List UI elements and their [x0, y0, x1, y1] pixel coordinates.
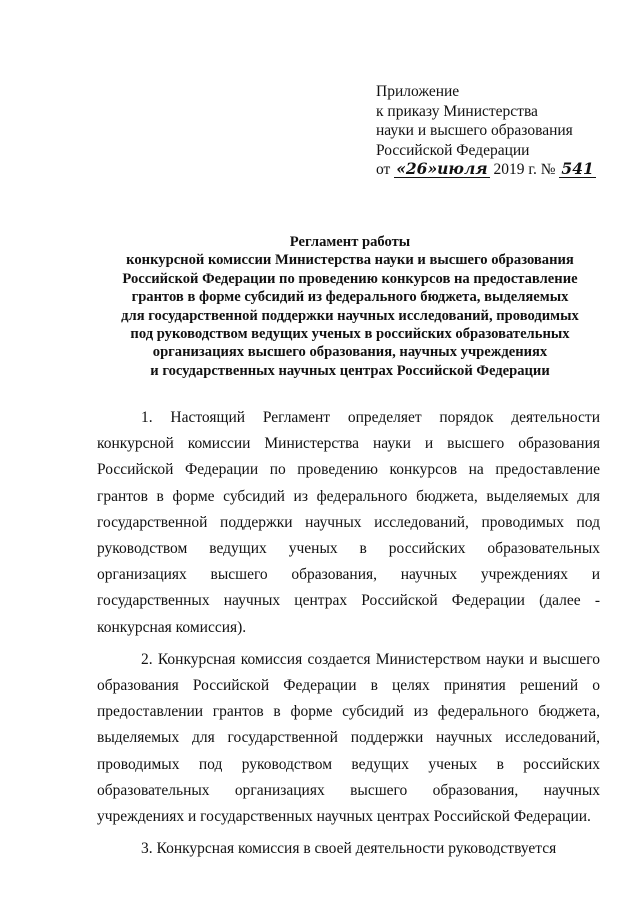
handwritten-date — [394, 161, 489, 178]
appendix-date-line — [376, 160, 626, 180]
appendix-line-3: науки и высшего образования — [376, 122, 573, 140]
paragraph-1: 1. Настоящий Регламент определяет порядок деятельности конкурсной комиссии Министерства науки и высшего образования Российской Федерации по проведению конкурсов на предоставление грантов в форме субсидий из федерального бюджета, выделяемых для государственной поддержки научных исследований, проводимых под руководством ведущих ученых в российских образовательных организациях высшего образования, научных учреждениях и государственных научных центрах Российской Федерации (далее - конкурсная комиссия). — [97, 409, 600, 636]
appendix-block — [376, 82, 626, 180]
title-line: для государственной поддержки научных исследований, проводимых — [121, 307, 579, 324]
appendix-line-4: Российской Федерации — [376, 141, 530, 159]
date-day: «26» — [396, 159, 438, 179]
paragraph-3: 3. Конкурсная комиссия в своей деятельности руководствуется — [141, 840, 557, 858]
date-month: июля — [437, 159, 488, 179]
date-prefix: от — [376, 161, 391, 179]
title-line: Российской Федерации по проведению конкурсов на предоставление — [122, 270, 578, 287]
title-line: грантов в форме субсидий из федерального бюджета, выделяемых — [131, 289, 569, 306]
document-body — [97, 405, 600, 862]
paragraph-2: 2. Конкурсная комиссия создается Министерством науки и высшего образования Российской Федерации в целях принятия решений о предоставлении грантов в форме субсидий из федерального бюджета, выделяемых для государственной поддержки научных исследований, проводимых под руководством ведущих ученых в российских образовательных организациях высшего образования, научных учреждениях и государственных научных центрах Российской Федерации. — [97, 650, 600, 826]
title-line: организациях высшего образования, научных учреждениях — [152, 344, 548, 361]
title-line: и государственных научных центрах Российской Федерации — [150, 362, 550, 379]
handwritten-order-number: 541 — [561, 159, 594, 179]
document-title — [90, 233, 610, 380]
date-year: 2019 г. № — [493, 161, 556, 179]
appendix-line-1: Приложение — [376, 83, 460, 100]
appendix-line-2: к приказу Министерства — [376, 102, 538, 120]
title-line: под руководством ведущих ученых в российских образовательных — [130, 326, 570, 343]
title-line: конкурсной комиссии Министерства науки и высшего образования — [126, 252, 574, 269]
title-line: Регламент работы — [289, 234, 411, 250]
